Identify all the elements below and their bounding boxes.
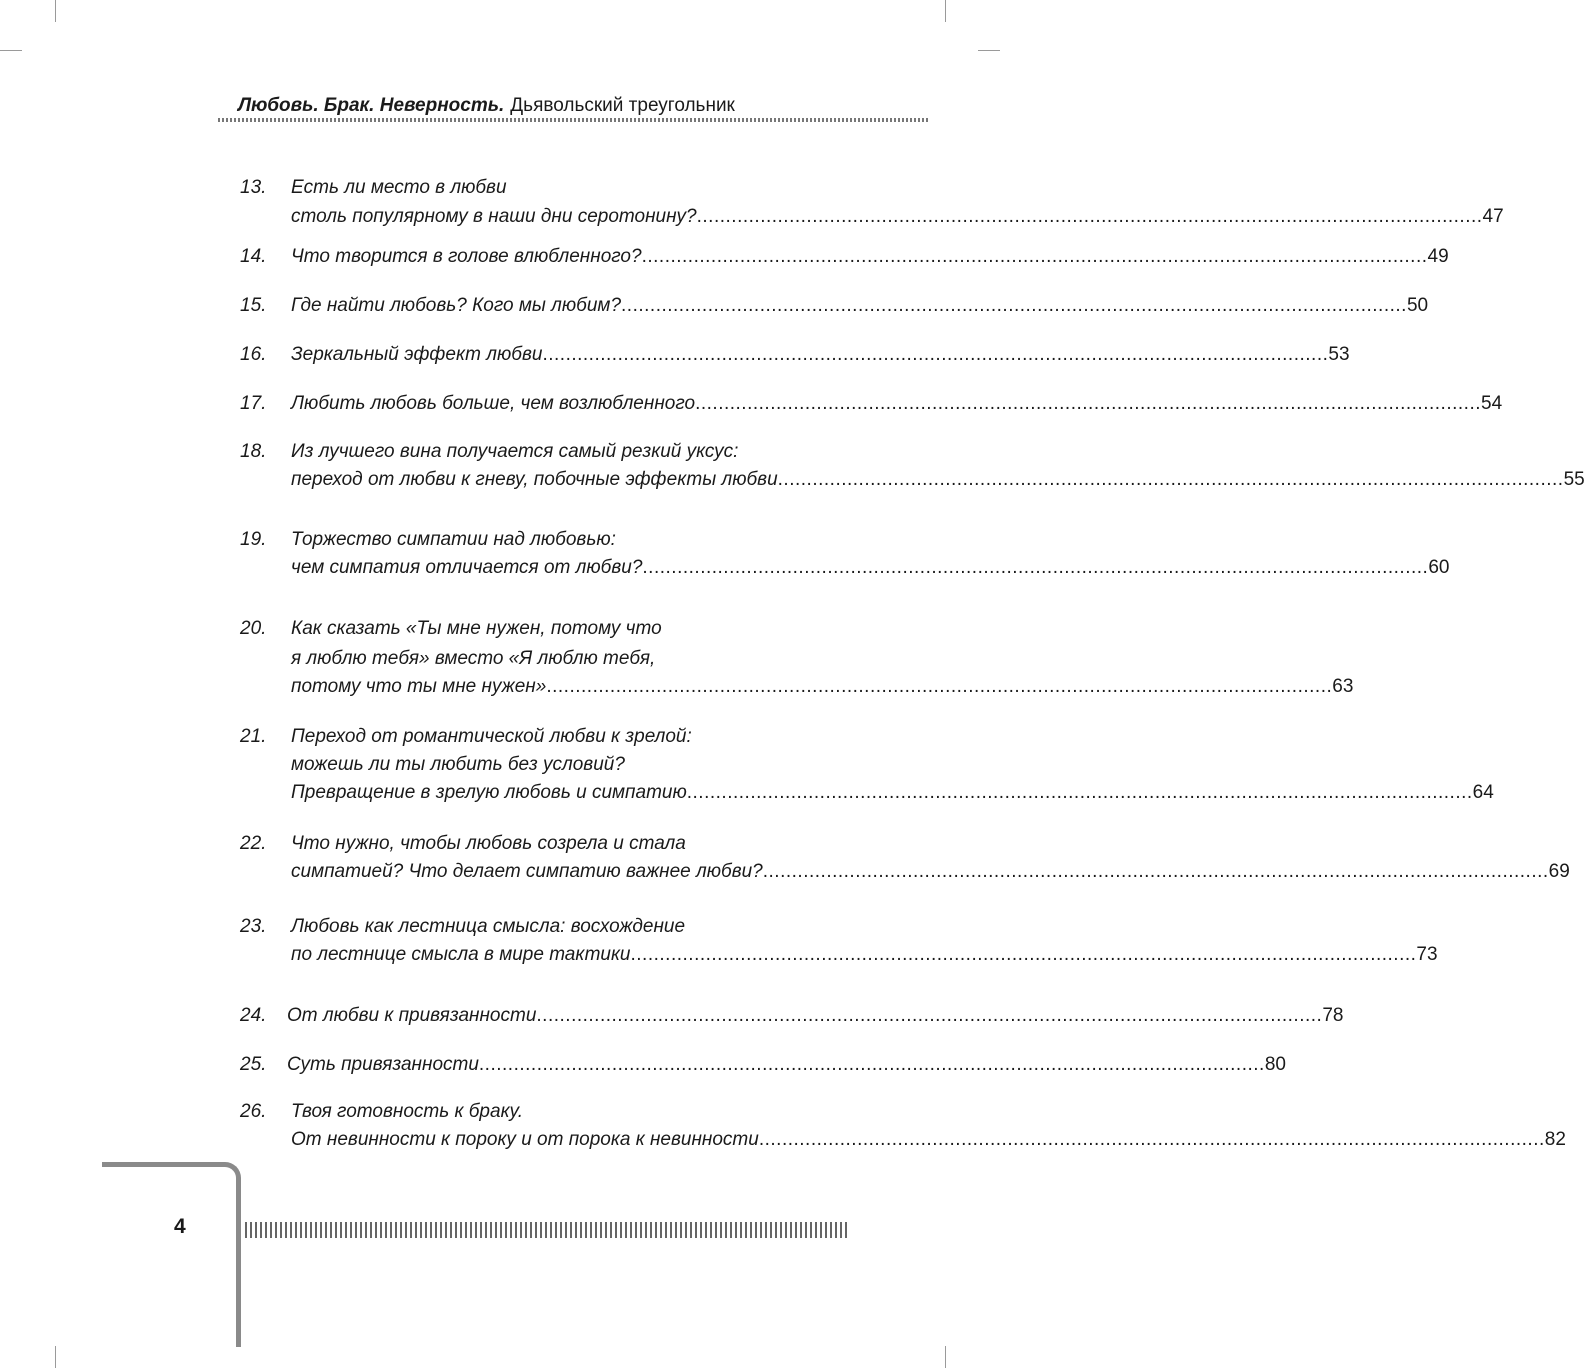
entry-title-line: Твоя готовность к браку. xyxy=(291,1101,524,1122)
entry-title-text: Где найти любовь? Кого мы любим? xyxy=(291,295,622,316)
footer-frame-decoration xyxy=(102,1162,241,1347)
entry-title-line-last xyxy=(291,291,1429,320)
entry-title-line-last xyxy=(291,672,1354,701)
entry-number: 15. xyxy=(240,295,267,316)
page-number: 4 xyxy=(174,1215,186,1238)
leader-dots: ........................................................................................................................................ xyxy=(536,1005,1323,1026)
entry-title-line-last xyxy=(291,389,1503,418)
leader-dots: ........................................................................................................................................ xyxy=(542,344,1329,365)
entry-title-line: Любовь как лестница смысла: восхождение xyxy=(291,916,686,937)
header-title-rest: Дьявольский треугольник xyxy=(510,95,735,116)
entry-title-text: переход от любви к гневу, побочные эффекты любви xyxy=(291,469,778,490)
entry-number: 22. xyxy=(240,833,267,854)
entry-page-number: 55 xyxy=(1563,469,1585,490)
entry-number: 19. xyxy=(240,529,267,550)
leader-dots: ........................................................................................................................................ xyxy=(695,393,1481,414)
entry-page-number: 63 xyxy=(1332,676,1354,697)
entry-number: 17. xyxy=(240,393,267,414)
crop-mark xyxy=(0,50,22,51)
entry-title-text: От невинности к пороку и от порока к невинности xyxy=(291,1129,759,1150)
entry-page-number: 50 xyxy=(1406,295,1429,316)
entry-title-text: Превращение в зрелую любовь и симпатию xyxy=(291,782,687,803)
entry-page-number: 69 xyxy=(1548,861,1570,882)
entry-title-text: по лестнице смысла в мире тактики xyxy=(291,944,631,965)
running-header xyxy=(238,95,735,117)
entry-page-number: 73 xyxy=(1416,944,1438,965)
entry-title-text: От любви к привязанности xyxy=(287,1005,537,1026)
leader-dots: ........................................................................................................................................ xyxy=(478,1054,1265,1075)
entry-title-text: столь популярному в наши дни серотонину? xyxy=(291,206,697,227)
crop-mark xyxy=(55,0,56,22)
entry-title-line: Есть ли место в любви xyxy=(291,177,507,198)
entry-page-number: 82 xyxy=(1544,1129,1566,1150)
entry-title-line-last xyxy=(291,1125,1566,1154)
entry-title-line: Торжество симпатии над любовью: xyxy=(291,529,616,550)
entry-number: 24. xyxy=(240,1005,267,1026)
header-dotted-rule xyxy=(218,118,930,122)
entry-title-line: Как сказать «Ты мне нужен, потому что xyxy=(291,618,662,639)
entry-page-number: 47 xyxy=(1482,206,1504,227)
leader-dots: ........................................................................................................................................ xyxy=(696,206,1483,227)
footer-striped-bar xyxy=(245,1222,847,1238)
entry-page-number: 54 xyxy=(1481,393,1503,414)
entry-title-line: Из лучшего вина получается самый резкий уксус: xyxy=(291,441,739,462)
entry-title-text: Зеркальный эффект любви xyxy=(291,344,543,365)
entry-number: 20. xyxy=(240,618,267,639)
entry-number: 16. xyxy=(240,344,267,365)
entry-title-line-last xyxy=(291,202,1504,231)
entry-title-line-last xyxy=(287,1001,1344,1030)
leader-dots: ........................................................................................................................................ xyxy=(762,861,1549,882)
entry-number: 26. xyxy=(240,1101,267,1122)
entry-title-line-last xyxy=(291,778,1494,807)
entry-page-number: 49 xyxy=(1427,246,1449,267)
entry-title-line-last xyxy=(287,1050,1286,1079)
entry-number: 23. xyxy=(240,916,267,937)
entry-page-number: 80 xyxy=(1264,1054,1286,1075)
leader-dots: ........................................................................................................................................ xyxy=(621,295,1407,316)
entry-number: 21. xyxy=(240,726,267,747)
leader-dots: ........................................................................................................................................ xyxy=(777,469,1564,490)
crop-mark xyxy=(55,1346,56,1368)
leader-dots: ........................................................................................................................................ xyxy=(630,944,1417,965)
entry-title-line-last xyxy=(291,857,1570,886)
entry-page-number: 53 xyxy=(1328,344,1350,365)
entry-title-text: чем симпатия отличается от любви? xyxy=(291,557,643,578)
entry-title-text: симпатией? Что делает симпатию важнее любви? xyxy=(291,861,763,882)
entry-number: 13. xyxy=(240,177,267,198)
leader-dots: ........................................................................................................................................ xyxy=(642,557,1429,578)
entry-title-line: Переход от романтической любви к зрелой: xyxy=(291,726,692,747)
entry-title-text: Суть привязанности xyxy=(287,1054,479,1075)
entry-number: 25. xyxy=(240,1054,267,1075)
entry-title-line: можешь ли ты любить без условий? xyxy=(291,754,625,775)
crop-mark xyxy=(978,50,1000,51)
entry-page-number: 78 xyxy=(1322,1005,1344,1026)
leader-dots: ........................................................................................................................................ xyxy=(686,782,1473,803)
entry-title-line-last xyxy=(291,940,1438,969)
entry-title-text: Что творится в голове влюбленного? xyxy=(291,246,642,267)
entry-title-text: потому что ты мне нужен» xyxy=(291,676,547,697)
entry-number: 18. xyxy=(240,441,267,462)
crop-mark xyxy=(945,0,946,22)
entry-title-line: Что нужно, чтобы любовь созрела и стала xyxy=(291,833,686,854)
entry-title-text: Любить любовь больше, чем возлюбленного xyxy=(291,393,696,414)
entry-number: 14. xyxy=(240,246,267,267)
header-title-bold: Любовь. Брак. Неверность. xyxy=(238,95,505,116)
entry-title-line-last xyxy=(291,465,1585,494)
crop-mark xyxy=(945,1346,946,1368)
leader-dots: ........................................................................................................................................ xyxy=(546,676,1333,697)
entry-title-line: я люблю тебя» вместо «Я люблю тебя, xyxy=(291,648,656,669)
entry-page-number: 60 xyxy=(1428,557,1450,578)
entry-page-number: 64 xyxy=(1472,782,1494,803)
entry-title-line-last xyxy=(291,340,1350,369)
entry-title-line-last xyxy=(291,553,1450,582)
leader-dots: ........................................................................................................................................ xyxy=(758,1129,1545,1150)
entry-title-line-last xyxy=(291,242,1449,271)
leader-dots: ........................................................................................................................................ xyxy=(641,246,1428,267)
